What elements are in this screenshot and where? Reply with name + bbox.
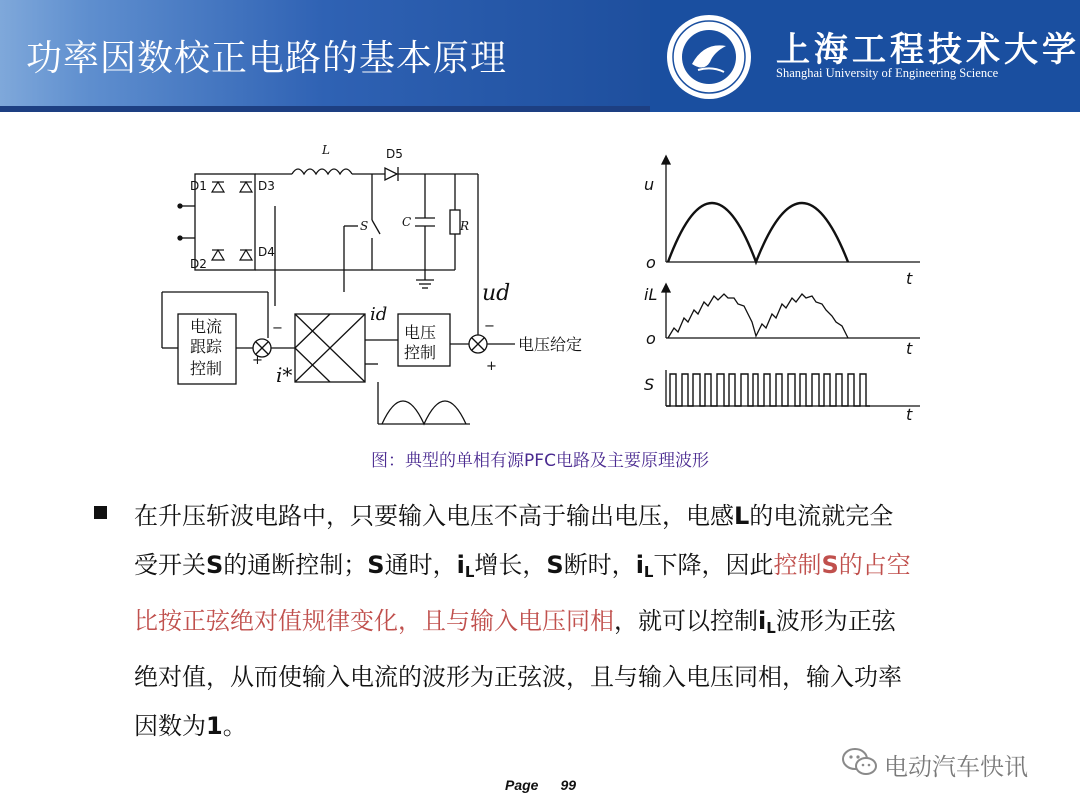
label-C: C <box>402 215 412 229</box>
paragraph-line <box>134 492 1014 541</box>
page-label: Page <box>505 777 539 793</box>
label-plus-current: + <box>252 353 263 368</box>
figure-caption: 图：典型的单相有源PFC电路及主要原理波形 <box>371 451 709 471</box>
paragraph-segment: 1 <box>206 712 223 740</box>
paragraph-segment: 控制 <box>773 551 822 579</box>
paragraph-segment: 增长， <box>474 551 547 579</box>
wechat-icon <box>842 747 878 777</box>
label-D4: D4 <box>258 245 275 259</box>
paragraph-segment: 通时， <box>384 551 457 579</box>
watermark-text: 电动汽车快讯 <box>884 753 1028 781</box>
wave-u-label: u <box>644 175 655 194</box>
wave-t-label-1: t <box>906 269 913 288</box>
label-minus-voltage: − <box>484 319 495 334</box>
wave-t-label-2: t <box>906 339 913 358</box>
paragraph-segment: 。 <box>222 712 247 740</box>
paragraph-segment: 绝对值，从而使输入电流的波形为正弦波，且与输入电压同相，输入功率 <box>134 663 902 691</box>
label-D2: D2 <box>190 257 207 271</box>
university-name-cn: 上海工程技术大学 <box>776 30 1080 70</box>
paragraph-segment: 波形为正弦 <box>775 607 896 635</box>
paragraph-subscript: L <box>464 563 475 581</box>
page-footer <box>505 777 576 793</box>
paragraph-segment: S <box>546 551 564 579</box>
paragraph-subscript: L <box>766 619 776 637</box>
paragraph-line <box>134 597 1014 653</box>
label-ud: ud <box>482 281 511 306</box>
paragraph-segment: 在升压斩波电路中，只要输入电压不高于输出电压，电感 <box>134 502 734 530</box>
label-S: S <box>360 219 369 233</box>
label-D3: D3 <box>258 179 275 193</box>
bullet-square-icon <box>94 506 107 519</box>
inductor-coil <box>292 169 352 174</box>
paragraph-segment: i <box>456 551 465 579</box>
paragraph-line <box>134 702 1014 751</box>
label-minus-current: − <box>272 321 283 336</box>
paragraph-segment: 的电流就完全 <box>749 502 894 530</box>
university-name-en: Shanghai University of Engineering Science <box>776 66 999 80</box>
wave-t-label-3: t <box>906 405 913 424</box>
paragraph-segment: L <box>734 502 750 530</box>
paragraph-segment: 的通断控制； <box>223 551 368 579</box>
wave-S-label: S <box>644 375 655 394</box>
label-D1: D1 <box>190 179 207 193</box>
label-plus-voltage: + <box>486 359 497 374</box>
paragraph-segment: S <box>206 551 224 579</box>
block-current-line1: 电流 <box>190 317 223 336</box>
wave-origin-2: o <box>646 329 656 348</box>
block-voltage-line1: 电压 <box>404 323 437 342</box>
paragraph-segment: 因数为 <box>134 712 206 740</box>
label-D5: D5 <box>386 147 403 161</box>
block-voltage-line2: 控制 <box>404 343 437 362</box>
paragraph-line <box>134 541 1014 597</box>
paragraph-segment: S <box>367 551 385 579</box>
u-waveform <box>668 203 848 262</box>
label-L: L <box>322 143 330 157</box>
block-current-line3: 控制 <box>190 359 223 378</box>
paragraph-segment: 下降，因此 <box>653 551 774 579</box>
label-id: id <box>370 304 388 325</box>
page-number: 99 <box>560 777 577 793</box>
pfc-figure <box>150 138 940 440</box>
paragraph-line <box>134 653 1014 702</box>
block-current-line2: 跟踪 <box>190 337 223 356</box>
wave-iL-label: iL <box>644 285 658 304</box>
paragraph-segment: 的占空 <box>838 551 911 579</box>
paragraph-segment: ，就可以控制 <box>614 607 758 635</box>
wave-origin-1: o <box>646 253 656 272</box>
label-R: R <box>460 219 470 233</box>
university-seal-icon <box>664 12 754 102</box>
header-rule <box>0 106 650 112</box>
paragraph-segment: 断时， <box>563 551 636 579</box>
paragraph-segment: 受开关 <box>134 551 206 579</box>
wechat-watermark <box>842 745 1062 783</box>
label-voltage-ref: 电压给定 <box>518 335 583 354</box>
paragraph-subscript: L <box>643 563 654 581</box>
S-waveform <box>666 374 870 406</box>
slide-title: 功率因数校正电路的基本原理 <box>26 38 508 79</box>
iL-waveform <box>668 294 848 338</box>
bullet-paragraph <box>134 492 1014 751</box>
paragraph-segment: i <box>635 551 644 579</box>
paragraph-segment: S <box>821 551 839 579</box>
paragraph-segment: i <box>758 607 767 635</box>
label-istar: i* <box>276 363 293 387</box>
paragraph-segment: 比按正弦绝对值规律变化，且与输入电压同相 <box>134 607 614 635</box>
